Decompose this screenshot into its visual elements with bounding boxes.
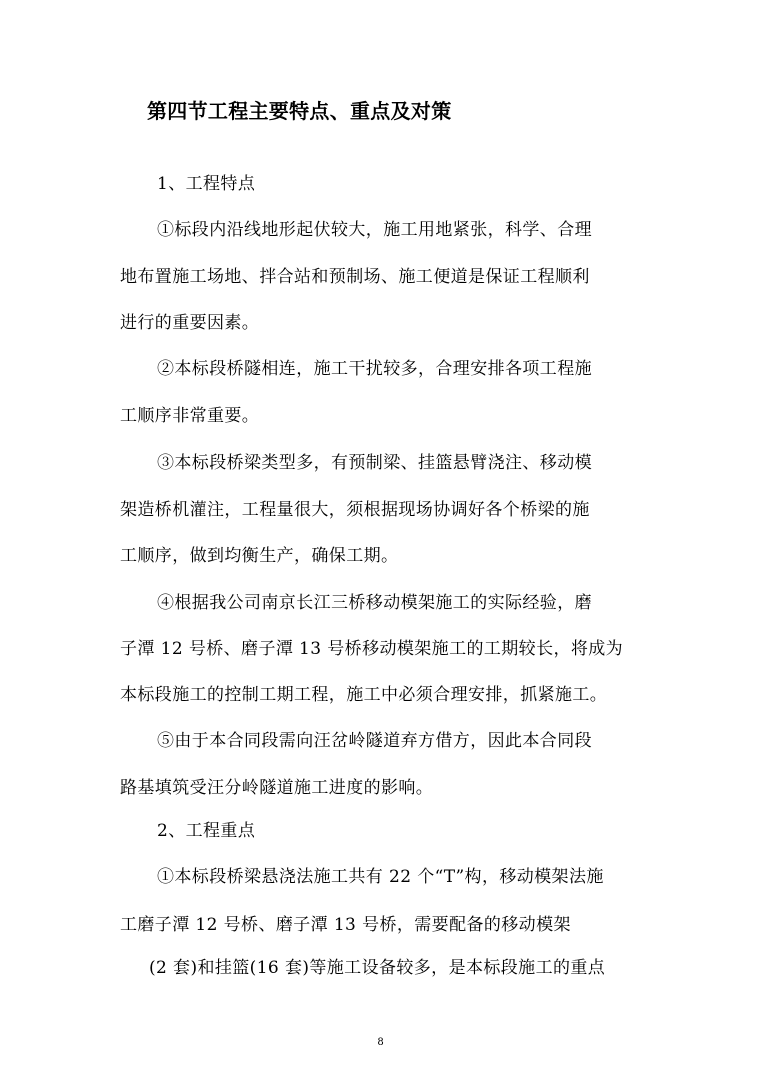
section-title: 第四节工程主要特点、重点及对策 bbox=[147, 99, 452, 123]
subheading-key-points: 2、工程重点 bbox=[157, 821, 256, 841]
paragraph-line: 工顺序非常重要。 bbox=[120, 406, 260, 426]
page-number: 8 bbox=[377, 1037, 384, 1048]
paragraph-line: ①标段内沿线地形起伏较大，施工用地紧张，科学、合理 bbox=[157, 220, 592, 240]
paragraph-line: ③本标段桥梁类型多，有预制梁、挂篮悬臂浇注、移动模 bbox=[157, 453, 592, 473]
paragraph-line: 进行的重要因素。 bbox=[120, 313, 260, 333]
paragraph-line: (2 套)和挂篮(16 套)等施工设备较多，是本标段施工的重点 bbox=[149, 958, 606, 978]
paragraph-line: ⑤由于本合同段需向汪岔岭隧道弃方借方，因此本合同段 bbox=[157, 731, 592, 751]
subheading-features: 1、工程特点 bbox=[157, 174, 256, 194]
paragraph-line: ①本标段桥梁悬浇法施工共有 22 个“T”构，移动模架法施 bbox=[157, 867, 604, 887]
paragraph-line: 工磨子潭 12 号桥、磨子潭 13 号桥，需要配备的移动模架 bbox=[120, 915, 571, 935]
paragraph-line: ④根据我公司南京长江三桥移动模架施工的实际经验，磨 bbox=[157, 593, 592, 613]
paragraph-line: 路基填筑受汪分岭隧道施工进度的影响。 bbox=[120, 778, 434, 798]
paragraph-line: 架造桥机灌注，工程量很大，须根据现场协调好各个桥梁的施 bbox=[120, 500, 590, 520]
paragraph-line: 子潭 12 号桥、磨子潭 13 号桥移动模架施工的工期较长，将成为 bbox=[120, 639, 624, 659]
paragraph-line: 工顺序，做到均衡生产，确保工期。 bbox=[120, 546, 399, 566]
paragraph-line: ②本标段桥隧相连，施工干扰较多，合理安排各项工程施 bbox=[157, 359, 592, 379]
paragraph-line: 本标段施工的控制工期工程，施工中必须合理安排，抓紧施工。 bbox=[120, 685, 608, 705]
paragraph-line: 地布置施工场地、拌合站和预制场、施工便道是保证工程顺利 bbox=[120, 267, 590, 287]
